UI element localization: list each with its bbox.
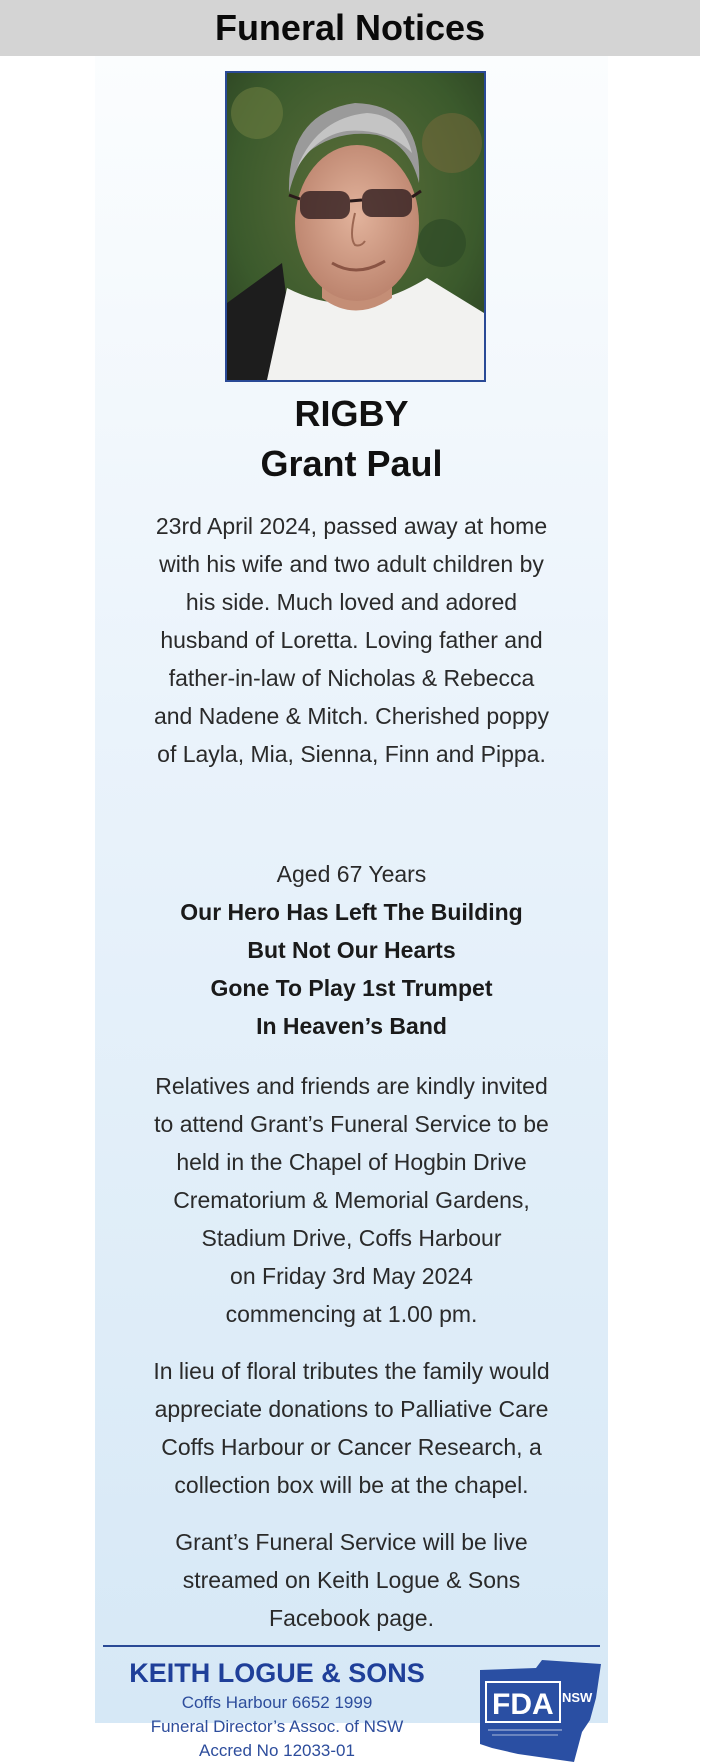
funeral-service-paragraph: Relatives and friends are kindly invited to attend Grant’s Funeral Service to be held in the Chapel of Hogbin Drive Crematorium & Memorial Gardens, Stadium Drive, Coffs Harbour on Friday 3rd May 2024 commencing at 1.00 pm. [154, 1073, 549, 1327]
funeral-director-phone: Coffs Harbour 6652 1999 [181, 1693, 373, 1712]
section-header [0, 0, 700, 56]
footer-divider [103, 1645, 600, 1647]
tribute-verse: Our Hero Has Left The Building But Not Our Hearts Gone To Play 1st Trumpet In Heaven’s Band [180, 899, 523, 1039]
donations-paragraph: In lieu of floral tributes the family would appreciate donations to Palliative Care Coffs Harbour or Cancer Research, a collection box will be at the chapel. [153, 1358, 550, 1498]
logo-state: NSW [562, 1690, 593, 1705]
death-announcement-paragraph: 23rd April 2024, passed away at home with his wife and two adult children by his side. Much loved and adored husband of Loretta. Loving father and father-in-law of Nicholas & Rebecca and Nadene & Mitch. Cherished poppy of Layla, Mia, Sienna, Finn and Pippa. [153, 513, 550, 767]
deceased-surname: RIGBY [294, 393, 409, 434]
fda-nsw-logo [478, 1658, 603, 1764]
section-title: Funeral Notices [214, 7, 486, 48]
logo-text: FDA [492, 1688, 554, 1721]
association-line: Funeral Director’s Assoc. of NSW [150, 1717, 404, 1736]
portrait-illustration [227, 73, 484, 380]
notice-column [95, 56, 608, 1760]
funeral-director-name: KEITH LOGUE & SONS [129, 1658, 425, 1688]
deceased-given-names: Grant Paul [260, 443, 443, 484]
age-line: Aged 67 Years [276, 861, 427, 887]
accreditation-line: Accred No 12033-01 [199, 1741, 355, 1760]
portrait-photo [225, 71, 486, 382]
livestream-paragraph: Grant’s Funeral Service will be live streamed on Keith Logue & Sons Facebook page. [175, 1529, 528, 1631]
